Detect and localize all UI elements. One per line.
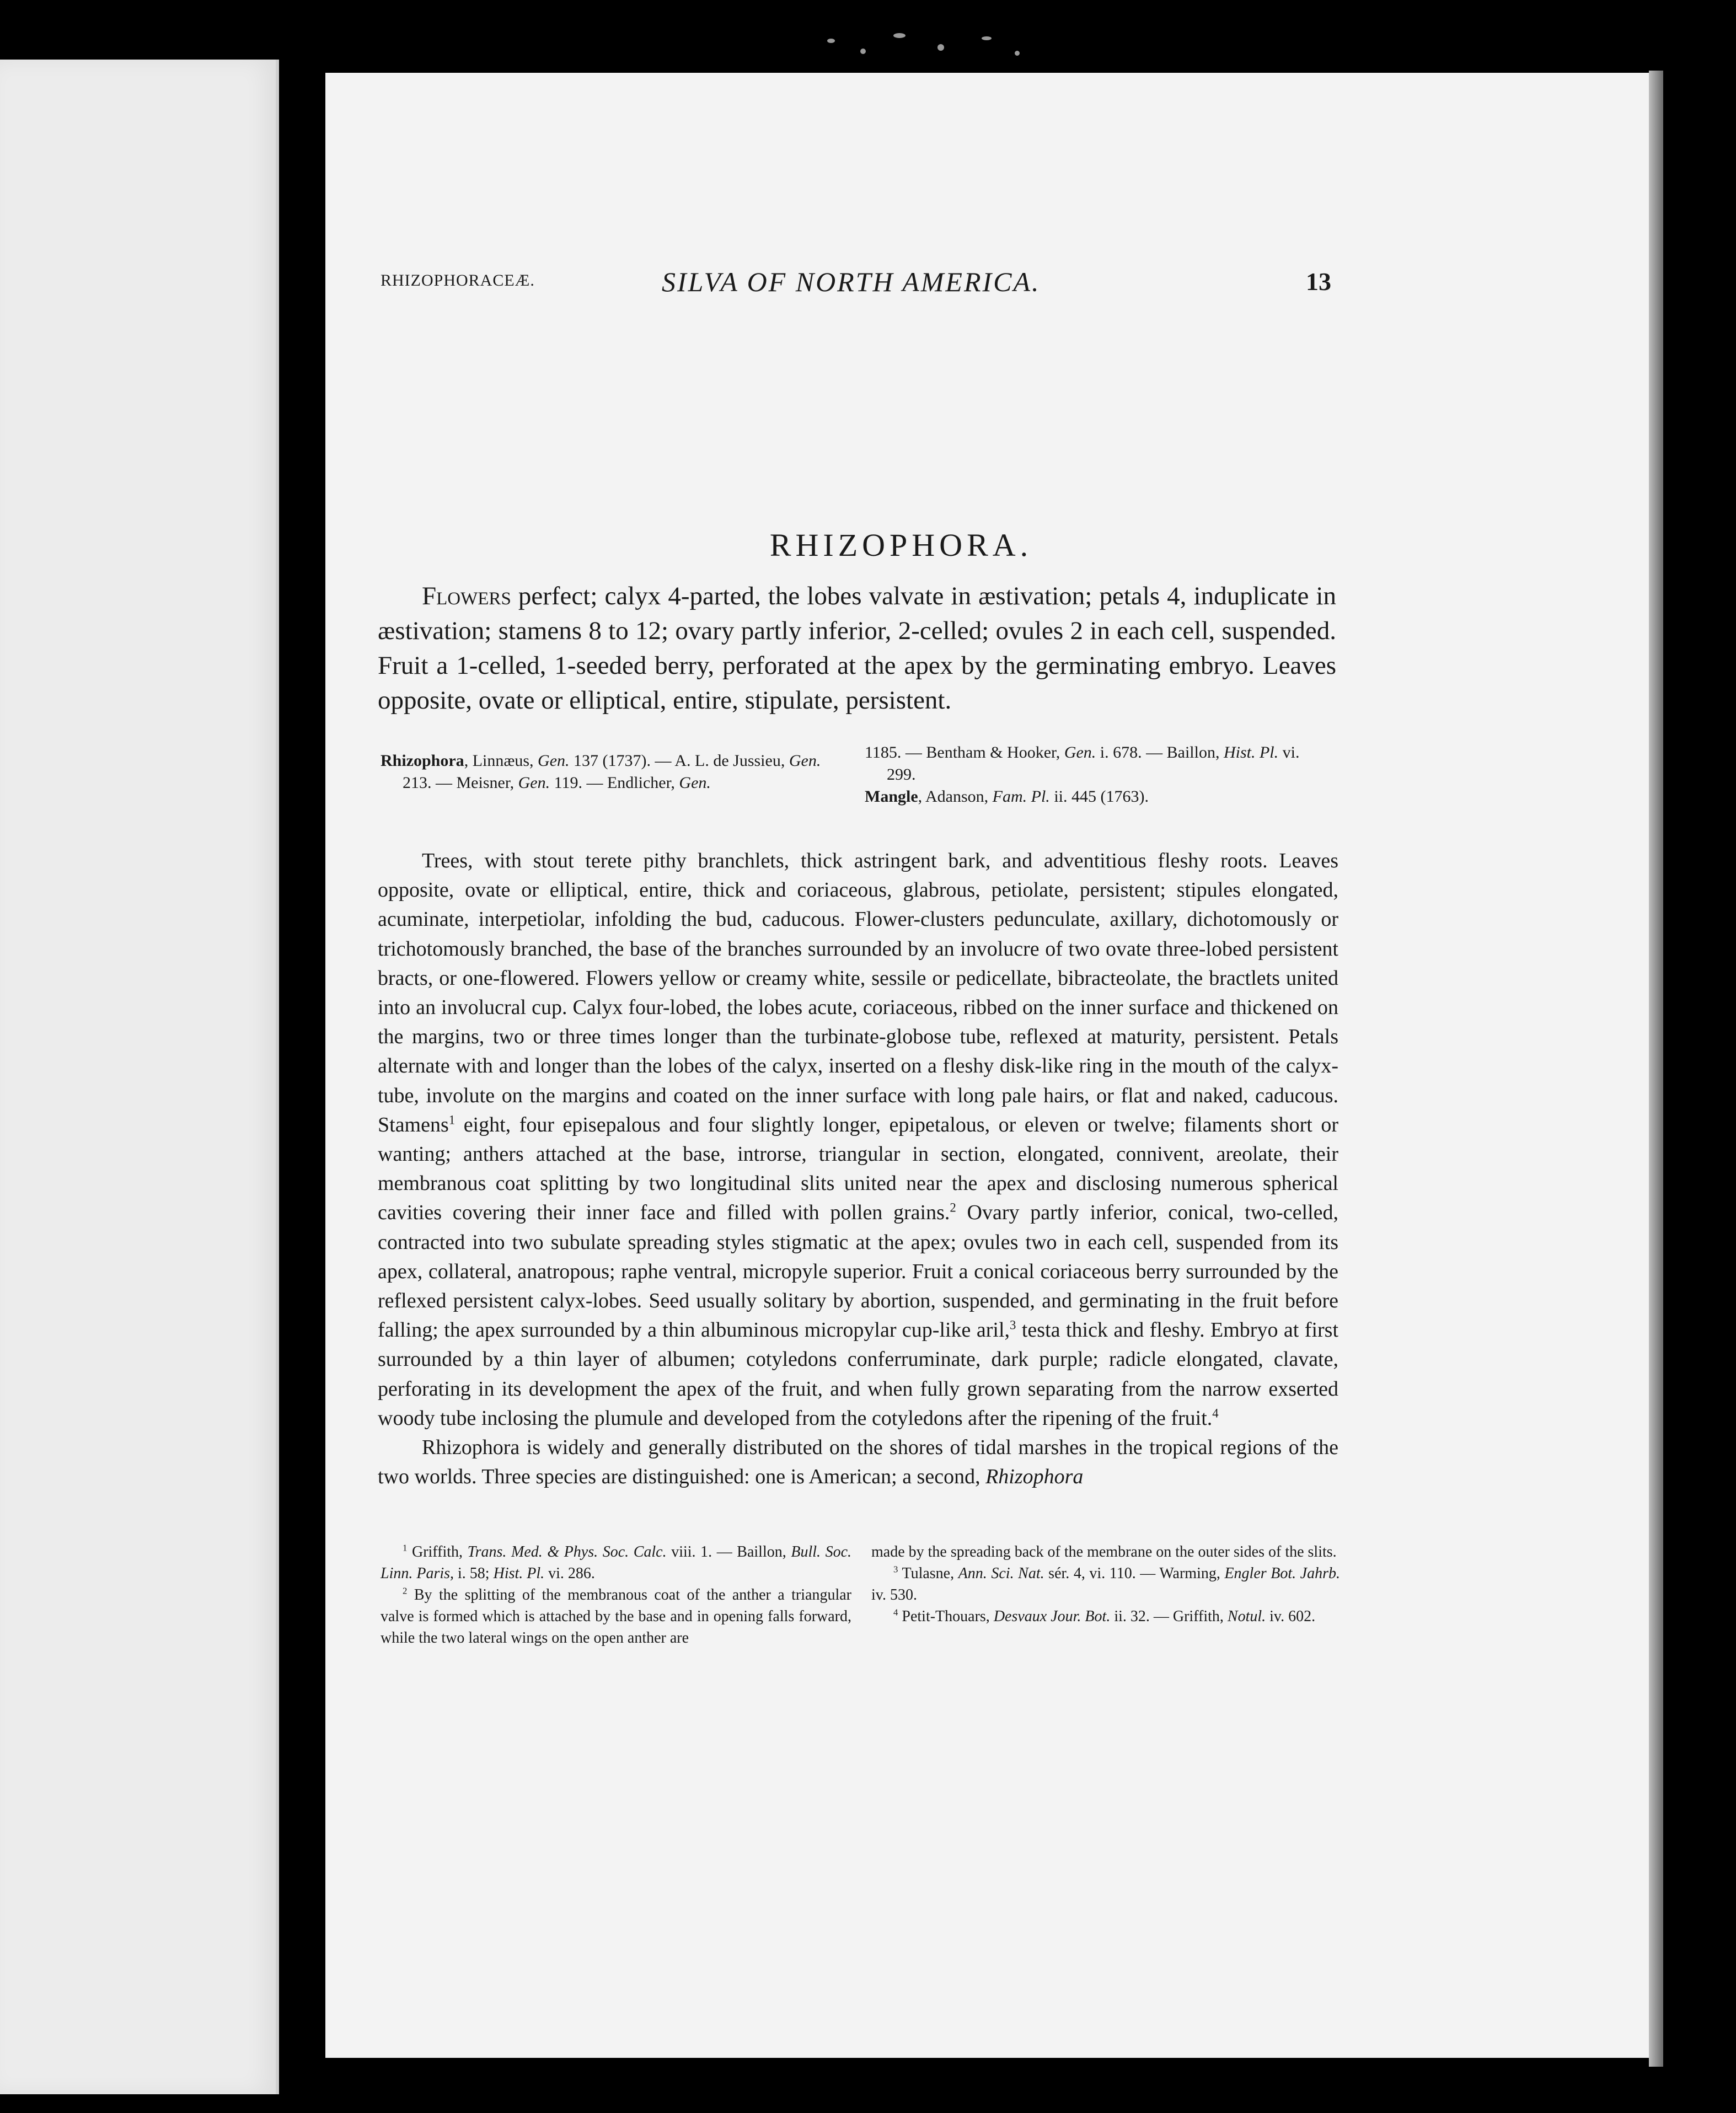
ref-text: 119. — Endlicher, [550,774,679,792]
footnote-text: iv. 530. [871,1586,917,1603]
footnote-number: 4 [893,1607,898,1618]
page-edge-shadow [1649,71,1663,2067]
ref-italic: Fam. Pl. [992,787,1050,806]
ref-text: 213. — Meisner, [403,774,518,792]
ref-text: ii. 445 (1763). [1049,787,1149,806]
footnote-1 [381,1541,851,1584]
description-text: Trees, with stout terete pithy branchlets, thick astringent bark, and adventitious fleshy roots. Leaves opposite, ovate or elliptical, entire, thick and coriaceous, glabrous, petiolate, persistent; stipules elongated, acuminate, interpetiolar, infolding the bud, caducous. Flower-clusters pedunculate, axillary, dichotomously or trichotomously branched, the base of the branches surrounded by an involucre of two ovate three-lobed persistent bracts, or one-flowered. Flowers yellow or creamy white, sessile or pedicellate, bibracteolate, the bractlets united into an involucral cup. Calyx four-lobed, the lobes acute, coriaceous, ribbed on the inner surface and thickened on the margins, two or three times longer than the turbinate-globose tube, reflexed at maturity, persistent. Petals alternate with and longer than the lobes of the calyx, inserted on a fleshy disk-like ring in the mouth of the calyx-tube, involute on the margins and coated on the inner surface with long pale hairs, or flat and naked, caducous. Stamens [378,849,1338,1136]
page-number: 13 [1306,267,1331,296]
ref-italic: Gen. [518,774,550,792]
ref-italic: Hist. Pl. [1223,743,1279,761]
footnote-ref: 3 [1010,1318,1016,1332]
footnotes-left [381,1541,851,1649]
footnote-italic: Hist. Pl. [493,1565,545,1582]
footnote-text: vi. 286. [544,1565,595,1582]
footnote-3 [871,1563,1340,1606]
left-page-edge [0,60,279,2094]
character-text: perfect; calyx 4-parted, the lobes valvate in æstivation; petals 4, induplicate in æstivation; stamens 8 to 12; ovary partly inferior, 2-celled; ovules 2 in each cell, suspended. Fruit a 1-celled, 1-seeded berry, perforated at the apex by the germinating embryo. Leaves opposite, ovate or elliptical, entire, stipulate, persistent. [378,582,1336,715]
footnote-text: made by the spreading back of the membrane on the outer sides of the slits. [871,1543,1337,1560]
footnote-italic: Trans. Med. & Phys. Soc. Calc. [467,1543,667,1560]
genus-title: RHIZOPHORA. [769,527,1033,563]
references-right [865,742,1328,808]
footnote-italic: Engler Bot. Jahrb. [1224,1565,1341,1582]
character-lead: Flowers [422,582,511,610]
footnote-italic: Notul. [1227,1608,1266,1625]
ref-italic: Gen. [1064,743,1096,761]
running-head-family: RHIZOPHORACEÆ. [381,271,535,289]
footnote-text: sér. 4, vi. 110. — Warming, [1044,1565,1225,1582]
running-head-title: SILVA OF NORTH AMERICA. [662,266,1041,297]
footnote-4 [871,1606,1340,1627]
description-text: testa thick and fleshy. Embryo at first surrounded by a thin layer of albumen; cotyledons conferruminate, dark purple; radicle elongated, clavate, perforating in its development the apex of the fruit, and when fully grown separating from the narrow exserted woody tube inclosing the plumule and developed from the cotyledons after the ripening of the fruit. [378,1318,1338,1430]
ref-text: i. 678. — Baillon, [1096,743,1224,761]
footnotes-right [871,1541,1340,1627]
description-text: Rhizophora is widely and generally distributed on the shores of tidal marshes in the tropical regions of the two worlds. Three species are distinguished: one is American; a second, [378,1436,1338,1489]
footnote-text: iv. 602. [1266,1608,1316,1625]
ref-italic: Gen. [789,752,821,770]
ref-synonym-name: Mangle [865,787,918,806]
ref-text: , Linnæus, [464,752,538,770]
footnote-number: 3 [893,1564,898,1575]
genus-description [378,846,1338,1492]
ref-text: vi. 299. [887,743,1300,784]
description-italic: Rhizophora [985,1465,1084,1489]
generic-character [378,579,1336,718]
footnote-text: viii. 1. — Baillon, [666,1543,791,1560]
footnote-2-continued [871,1541,1340,1563]
footnote-text: Petit-Thouars, [898,1608,994,1625]
description-paragraph [378,1433,1338,1492]
footnote-ref: 4 [1212,1406,1219,1420]
ref-italic: Gen. [679,774,711,792]
ref-text: 1185. — Bentham & Hooker, [865,743,1064,761]
footnote-number: 1 [403,1542,408,1553]
footnote-text: Griffith, [407,1543,468,1560]
ref-text: 137 (1737). — A. L. de Jussieu, [569,752,789,770]
footnote-text: By the splitting of the membranous coat of the anther a triangular valve is formed which is attached by the base and in opening falls forward, while the two lateral wings on the open anther are [381,1586,851,1647]
footnote-number: 2 [403,1585,408,1596]
footnote-text: Tulasne, [898,1565,958,1582]
description-paragraph [378,846,1338,1433]
footnote-ref: 2 [950,1200,956,1215]
footnote-text: i. 58; [454,1565,494,1582]
footnote-italic: Desvaux Jour. Bot. [993,1608,1111,1625]
description-text: Ovary partly inferior, conical, two-celled, contracted into two subulate spreading styles stigmatic at the apex; ovules two in each cell, suspended from its apex, collateral, anatropous; raphe ventral, micropyle superior. Fruit a conical coriaceous berry surrounded by the reflexed persistent calyx-lobes. Seed usually solitary by abortion, suspended, and germinating in the fruit before falling; the apex surrounded by a thin albuminous micropylar cup-like aril, [378,1201,1339,1342]
footnote-italic: Ann. Sci. Nat. [958,1565,1044,1582]
footnote-italic: Bull. Soc. Linn. Paris, [381,1543,852,1582]
ref-genus-name: Rhizophora [381,752,464,770]
ref-text: , Adanson, [918,787,993,806]
description-text: eight, four episepalous and four slightly longer, epipetalous, or eleven or twelve; filaments short or wanting; anthers attached at the base, introrse, triangular in section, elongated, connivent, areolate, their membranous coat splitting by two longitudinal slits united near the apex and disclosing numerous spherical cavities covering their inner face and filled with pollen grains. [378,1113,1338,1225]
references-left [381,750,838,794]
footnote-ref: 1 [448,1113,456,1127]
footnote-text: ii. 32. — Griffith, [1110,1608,1228,1625]
footnote-2 [381,1584,851,1649]
ref-italic: Gen. [538,752,570,770]
